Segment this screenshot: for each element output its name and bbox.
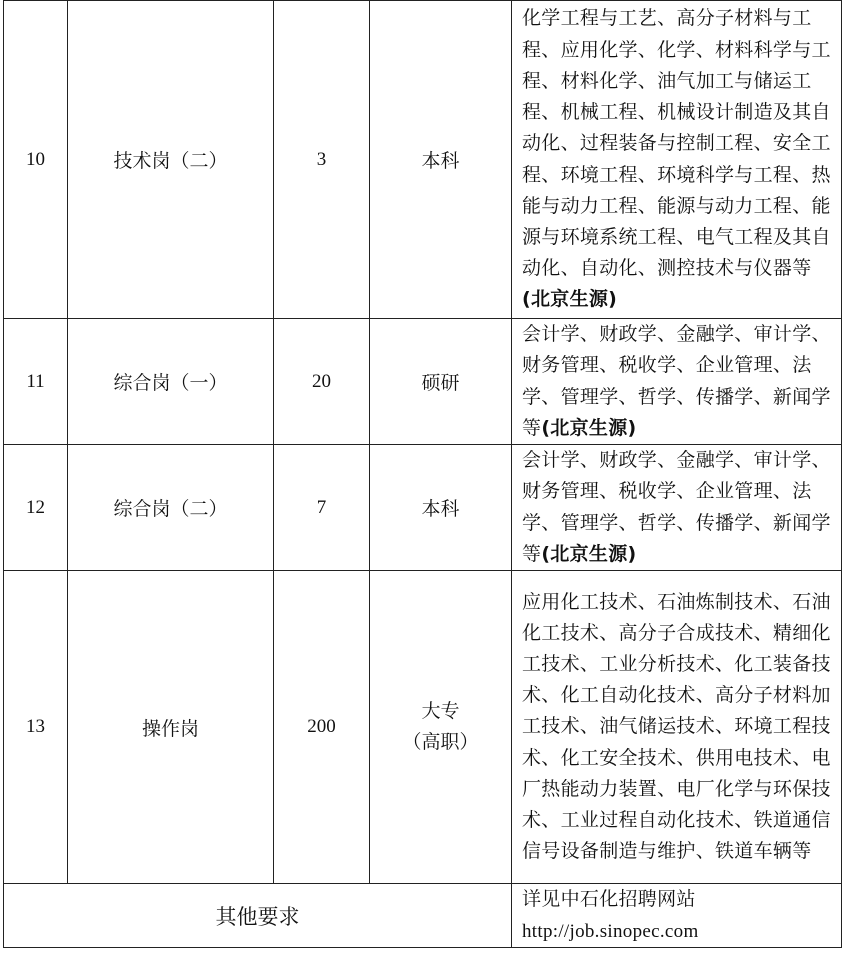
source-note: (北京生源): [541, 542, 637, 565]
post-name: 综合岗（一）: [68, 319, 274, 445]
education: 硕研: [370, 319, 512, 445]
headcount: 20: [274, 319, 370, 445]
source-note: (北京生源): [522, 288, 618, 311]
majors-text: 应用化工技术、石油炼制技术、石油化工技术、高分子合成技术、精细化工技术、工业分析技术、化工装备技术、化工自动化技术、高分子材料加工技术、油气储运技术、环境工程技术、化工安全技术、供用电技术、电厂热能动力装置、电厂化学与环保技术、工业过程自动化技术、铁道通信信号设备制造与维护、铁道车辆等: [522, 590, 831, 863]
majors-cell: [512, 571, 842, 884]
education: 本科: [370, 1, 512, 319]
recruitment-table: [3, 0, 842, 948]
table-row: [4, 571, 842, 884]
majors-cell: [512, 1, 842, 319]
headcount: 200: [274, 571, 370, 884]
other-requirements-detail: [512, 884, 842, 948]
majors-text: 会计学、财政学、金融学、审计学、财务管理、税收学、企业管理、法学、管理学、哲学、传播学、新闻学等: [522, 449, 831, 565]
recruitment-url[interactable]: http://job.sinopec.com: [522, 920, 699, 942]
majors-cell: [512, 445, 842, 571]
post-name: 综合岗（二）: [68, 445, 274, 571]
majors-text: 化学工程与工艺、高分子材料与工程、应用化学、化学、材料科学与工程、材料化学、油气加工与储运工程、机械工程、机械设计制造及其自动化、过程装备与控制工程、安全工程、环境工程、环境科学与工程、热能与动力工程、能源与动力工程、能源与环境系统工程、电气工程及其自动化、自动化、测控技术与仪器等: [522, 7, 831, 280]
majors-cell: [512, 319, 842, 445]
other-requirements-text: 详见中石化招聘网站: [522, 888, 696, 911]
post-name: 操作岗: [68, 571, 274, 884]
post-name: 技术岗（二）: [68, 1, 274, 319]
education-line-1: 大专: [421, 700, 460, 722]
other-requirements-row: [4, 884, 842, 948]
table-row: [4, 445, 842, 571]
other-requirements-label: 其他要求: [4, 884, 512, 948]
table-row: [4, 1, 842, 319]
headcount: 7: [274, 445, 370, 571]
education-line-2: （高职）: [402, 731, 479, 753]
education: 本科: [370, 445, 512, 571]
row-number: 11: [4, 319, 68, 445]
row-number: 10: [4, 1, 68, 319]
row-number: 12: [4, 445, 68, 571]
source-note: (北京生源): [541, 416, 637, 439]
majors-text: 会计学、财政学、金融学、审计学、财务管理、税收学、企业管理、法学、管理学、哲学、传播学、新闻学等: [522, 323, 831, 439]
table-row: [4, 319, 842, 445]
row-number: 13: [4, 571, 68, 884]
headcount: 3: [274, 1, 370, 319]
education: [370, 571, 512, 884]
